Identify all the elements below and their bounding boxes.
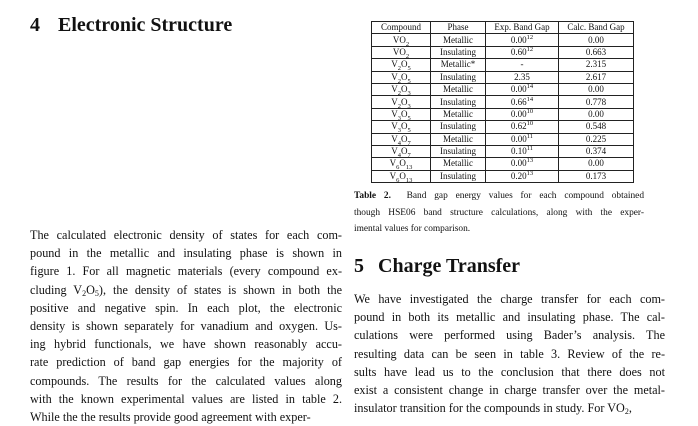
section-4-number: 4 — [30, 14, 40, 36]
text-run: cluding V — [30, 282, 83, 297]
compound-subscript: 2 — [397, 102, 401, 110]
exp-gap-cell — [486, 145, 559, 157]
paragraph-line: pound in both its metallic and insulating phase. The cal- — [354, 310, 665, 325]
compound-cell — [372, 83, 431, 95]
exp-gap-value: - — [520, 59, 524, 70]
header-compound: Compound — [372, 22, 431, 34]
compound-cell — [372, 59, 431, 71]
compound-cell — [372, 108, 431, 120]
table-row — [372, 34, 634, 46]
reference-superscript: 14 — [526, 95, 534, 103]
compound-subscript: 4 — [397, 151, 401, 159]
header-exp-band-gap: Exp. Band Gap — [486, 22, 559, 34]
compound-cell — [372, 34, 431, 46]
calc-gap-cell: 0.00 — [559, 34, 634, 46]
compound-subscript: 7 — [407, 151, 411, 159]
compound-subscript: 5 — [407, 114, 411, 122]
calc-gap-cell: 0.173 — [559, 170, 634, 182]
exp-gap-value: 0.00 — [510, 84, 527, 95]
exp-gap-cell — [486, 34, 559, 46]
compound-part: VO — [392, 34, 406, 45]
compound-part: O — [401, 71, 408, 82]
exp-gap-value: 2.35 — [514, 71, 530, 82]
paragraph-line: resulting data can be seen in table 3. Review of the re- — [354, 346, 665, 361]
caption-line: though HSE06 band structure calculations, along with the exper- — [354, 207, 644, 218]
text-run: insulator transition for the compounds in study. For VO — [354, 401, 625, 416]
electronic-structure-paragraph — [30, 226, 342, 426]
compound-cell — [372, 133, 431, 145]
paragraph-line: compounds. The results for the calculated values along — [30, 373, 342, 388]
compound-subscript: 2 — [405, 40, 410, 48]
exp-gap-cell — [486, 71, 559, 83]
compound-part: VO — [392, 46, 406, 57]
paragraph-line: sults have lead us to the conclusion that there does not — [354, 364, 665, 379]
exp-gap-cell — [486, 46, 559, 58]
table-row — [372, 133, 634, 145]
calc-gap-cell: 0.548 — [559, 121, 634, 133]
paragraph-line: density is shown separately for vanadium and oxygen. Us- — [30, 318, 342, 333]
phase-cell: Metallic — [431, 133, 486, 145]
section-4-title: Electronic Structure — [58, 14, 233, 36]
reference-superscript: 12 — [526, 33, 534, 41]
table-row — [372, 108, 634, 120]
section-4-heading — [30, 14, 232, 37]
reference-superscript: 11 — [526, 132, 533, 140]
calc-gap-cell: 0.00 — [559, 108, 634, 120]
calc-gap-cell: 0.778 — [559, 96, 634, 108]
band-gap-table — [371, 21, 634, 183]
compound-part: V — [391, 71, 398, 82]
compound-cell — [372, 170, 431, 182]
exp-gap-cell — [486, 133, 559, 145]
compound-cell — [372, 71, 431, 83]
calc-gap-cell: 2.617 — [559, 71, 634, 83]
phase-cell: Metallic — [431, 158, 486, 170]
phase-cell: Metallic — [431, 34, 486, 46]
phase-cell: Insulating — [431, 145, 486, 157]
table-row — [372, 46, 634, 58]
table-row — [372, 71, 634, 83]
compound-subscript: 3 — [407, 89, 411, 97]
reference-superscript: 10 — [526, 107, 534, 115]
compound-subscript: 5 — [407, 127, 411, 135]
exp-gap-value: 0.10 — [510, 146, 527, 157]
caption-label: Table 2. — [354, 191, 391, 201]
paragraph-line: ing hybrid functionals, we have shown reasonably accu- — [30, 337, 342, 352]
subscript: 2 — [82, 288, 87, 298]
exp-gap-cell — [486, 158, 559, 170]
header-calc-band-gap: Calc. Band Gap — [559, 22, 634, 34]
caption-line — [354, 188, 644, 205]
compound-part: O — [401, 146, 408, 157]
exp-gap-cell — [486, 96, 559, 108]
exp-gap-value: 0.00 — [510, 108, 527, 119]
exp-gap-value: 0.20 — [510, 170, 527, 181]
calc-gap-cell: 0.00 — [559, 83, 634, 95]
paragraph-line: The calculated electronic density of states for each com- — [30, 228, 342, 242]
reference-superscript: 11 — [526, 145, 533, 153]
section-5-title: Charge Transfer — [378, 255, 521, 277]
compound-part: V — [391, 59, 398, 70]
compound-subscript: 3 — [397, 127, 401, 135]
exp-gap-cell — [486, 108, 559, 120]
paragraph-line: rate prediction of band gap energies for the majority of — [30, 355, 342, 370]
paragraph-line — [30, 281, 342, 299]
phase-cell: Metallic* — [431, 59, 486, 71]
text-run: ), the density of states is shown in both the — [98, 282, 343, 297]
compound-part: V — [389, 158, 397, 169]
compound-part: V — [391, 121, 398, 132]
table-row — [372, 96, 634, 108]
reference-superscript: 10 — [526, 120, 534, 128]
phase-cell: Insulating — [431, 46, 486, 58]
compound-part: V — [391, 146, 398, 157]
charge-transfer-paragraph — [354, 290, 665, 417]
reference-superscript: 13 — [526, 169, 534, 177]
exp-gap-cell — [486, 59, 559, 71]
compound-part: V — [389, 170, 397, 181]
compound-subscript: 6 — [396, 176, 400, 184]
compound-part: O — [401, 133, 408, 144]
paragraph-line: figure 1. For all magnetic materials (every compound ex- — [30, 264, 342, 279]
calc-gap-cell: 0.374 — [559, 145, 634, 157]
compound-part: O — [401, 108, 408, 119]
paragraph-line: culations were performed using Bader’s analysis. The — [354, 328, 665, 343]
compound-part: O — [399, 170, 406, 181]
text-run: O — [86, 282, 95, 297]
compound-cell — [372, 158, 431, 170]
phase-cell: Insulating — [431, 170, 486, 182]
section-5-number: 5 — [354, 255, 364, 277]
caption-line: imental values for comparison. — [354, 224, 471, 234]
compound-part: O — [401, 121, 408, 132]
table-row — [372, 121, 634, 133]
table-row — [372, 158, 634, 170]
paragraph-line — [354, 399, 665, 417]
compound-subscript: 2 — [397, 89, 401, 97]
phase-cell: Insulating — [431, 96, 486, 108]
compound-part: O — [401, 84, 408, 95]
exp-gap-value: 0.00 — [510, 158, 527, 169]
compound-cell — [372, 145, 431, 157]
compound-subscript: 2 — [405, 52, 410, 60]
compound-subscript: 7 — [407, 139, 411, 147]
compound-subscript: 2 — [397, 77, 401, 85]
header-phase: Phase — [431, 22, 486, 34]
phase-cell: Insulating — [431, 71, 486, 83]
compound-part: V — [391, 84, 398, 95]
caption-text: Band gap energy values for each compound obtained — [406, 191, 645, 201]
calc-gap-cell: 0.00 — [559, 158, 634, 170]
exp-gap-cell — [486, 83, 559, 95]
paragraph-line: positive and negative spin. In each plot, the electronic — [30, 300, 342, 315]
subscript: 2 — [624, 407, 629, 417]
table-row — [372, 59, 634, 71]
reference-superscript: 14 — [526, 83, 534, 91]
table-row — [372, 83, 634, 95]
compound-part: V — [391, 108, 398, 119]
paragraph-line: exist a consistent change in charge transfer over the metal- — [354, 382, 665, 397]
phase-cell: Insulating — [431, 121, 486, 133]
compound-subscript: 5 — [407, 65, 411, 73]
phase-cell: Metallic — [431, 83, 486, 95]
table-header-row — [372, 22, 634, 34]
calc-gap-cell: 2.315 — [559, 59, 634, 71]
exp-gap-cell — [486, 170, 559, 182]
table-body — [372, 34, 634, 183]
exp-gap-value: 0.60 — [510, 46, 527, 57]
compound-subscript: 13 — [405, 164, 413, 172]
compound-part: V — [391, 133, 398, 144]
phase-cell: Metallic — [431, 108, 486, 120]
paragraph-line: with the known experimental values are listed in table 2. — [30, 391, 342, 406]
table-row — [372, 145, 634, 157]
compound-cell — [372, 46, 431, 58]
paragraph-line: pound in the metallic and insulating phase is shown in — [30, 246, 342, 261]
reference-superscript: 12 — [526, 45, 534, 53]
compound-cell — [372, 96, 431, 108]
compound-cell — [372, 121, 431, 133]
table-row — [372, 170, 634, 182]
compound-part: O — [401, 59, 408, 70]
calc-gap-cell: 0.225 — [559, 133, 634, 145]
exp-gap-value: 0.00 — [510, 133, 527, 144]
compound-subscript: 6 — [396, 164, 400, 172]
compound-part: O — [399, 158, 406, 169]
compound-subscript: 3 — [397, 114, 401, 122]
calc-gap-cell: 0.663 — [559, 46, 634, 58]
compound-subscript: 2 — [397, 65, 401, 73]
section-5-heading — [354, 255, 520, 278]
compound-subscript: 4 — [397, 139, 401, 147]
exp-gap-cell — [486, 121, 559, 133]
text-run: , — [628, 401, 632, 416]
subscript: 5 — [94, 288, 99, 298]
reference-superscript: 13 — [526, 157, 534, 165]
paragraph-line: We have investigated the charge transfer for each com- — [354, 292, 665, 306]
table-2-caption — [354, 188, 644, 238]
paragraph-line: While the the results provide good agreement with exper- — [30, 409, 311, 424]
exp-gap-value: 0.62 — [510, 121, 527, 132]
compound-subscript: 3 — [407, 102, 411, 110]
compound-part: O — [401, 96, 408, 107]
exp-gap-value: 0.00 — [510, 34, 527, 45]
compound-subscript: 13 — [405, 176, 413, 184]
exp-gap-value: 0.66 — [510, 96, 527, 107]
compound-subscript: 5 — [407, 77, 411, 85]
compound-part: V — [391, 96, 398, 107]
